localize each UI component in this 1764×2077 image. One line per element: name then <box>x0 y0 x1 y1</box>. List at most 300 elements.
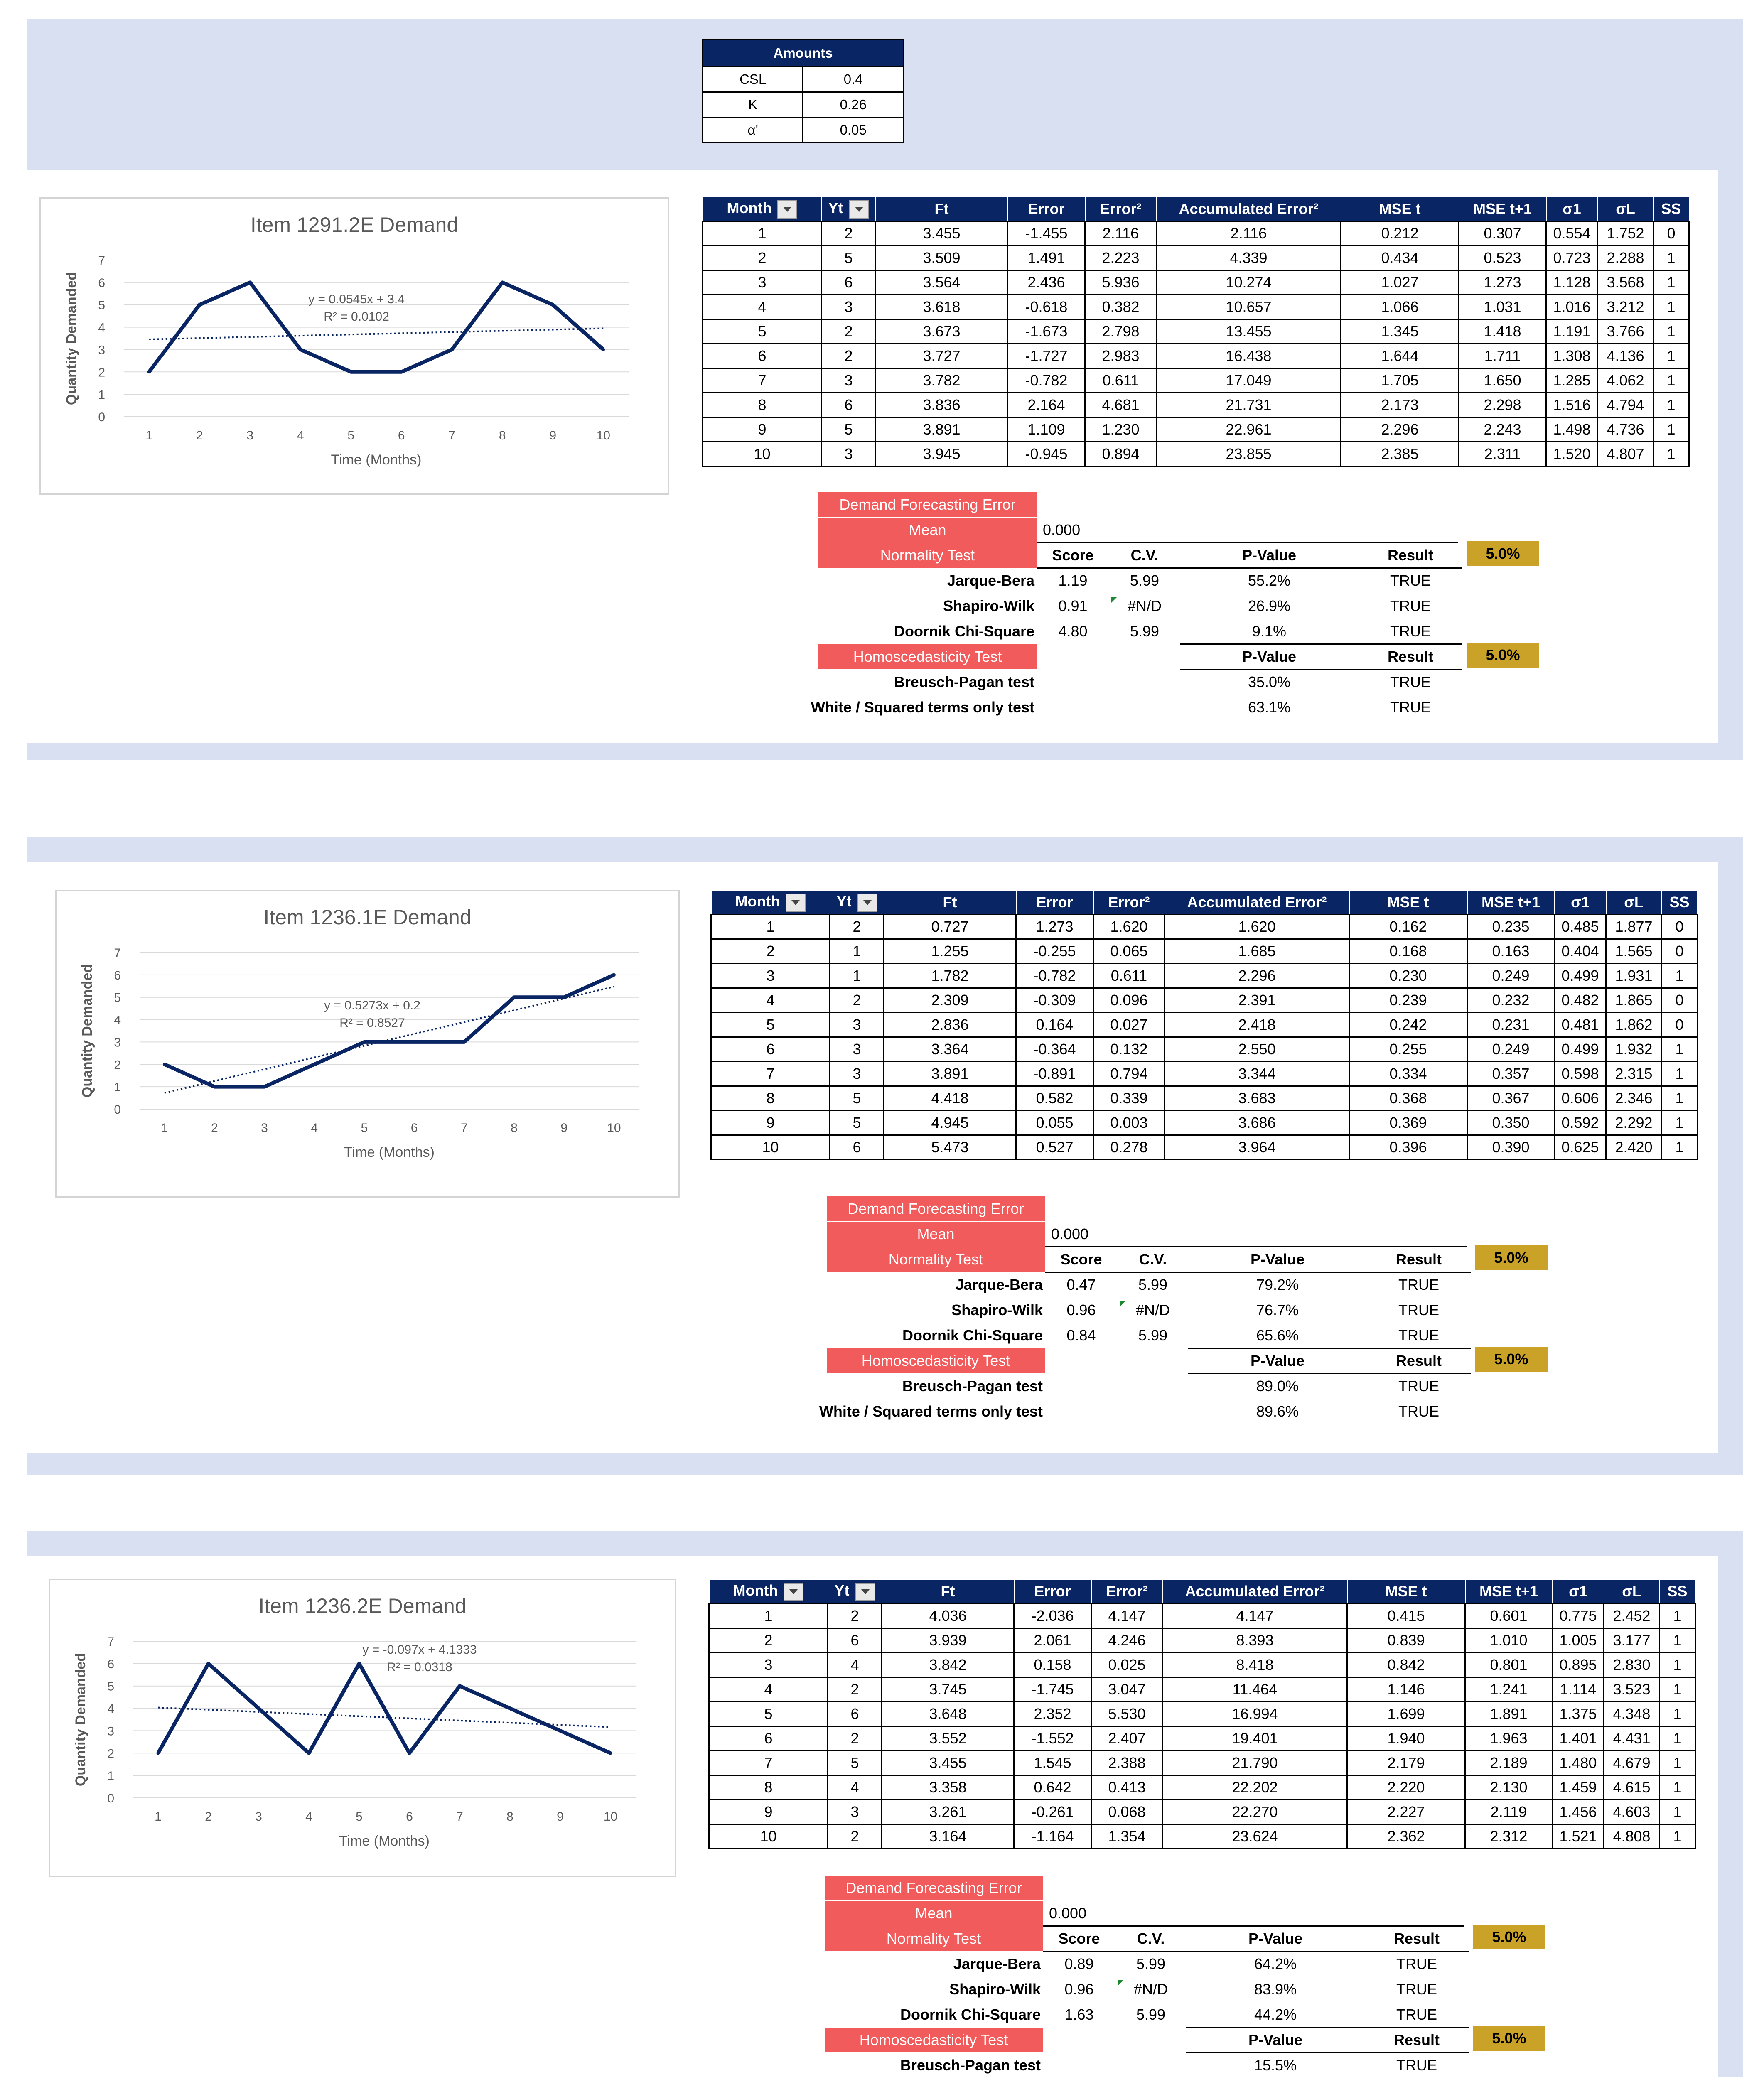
table-cell[interactable]: 1 <box>830 939 884 964</box>
table-cell[interactable]: 16.994 <box>1163 1702 1347 1726</box>
table-cell[interactable]: 10 <box>703 442 822 466</box>
table-cell[interactable]: 16.438 <box>1157 344 1341 368</box>
test-score[interactable]: 0.91 <box>1058 597 1088 614</box>
table-cell[interactable]: 0.168 <box>1349 939 1467 964</box>
homoscedasticity-test-name[interactable]: White / Squared terms only test <box>819 1403 1043 1420</box>
table-cell[interactable]: 1.491 <box>1008 246 1085 270</box>
table-cell[interactable]: 1.516 <box>1546 393 1598 417</box>
table-cell[interactable]: 3 <box>703 270 822 295</box>
result-header[interactable]: Result <box>1387 648 1434 665</box>
table-cell[interactable]: 3.648 <box>882 1702 1014 1726</box>
table-cell[interactable]: 1 <box>1653 344 1689 368</box>
table-cell[interactable]: 0.350 <box>1467 1111 1555 1135</box>
table-cell[interactable]: 1 <box>1660 1800 1695 1824</box>
column-header[interactable] <box>1604 1579 1660 1604</box>
table-cell[interactable]: 4.807 <box>1598 442 1653 466</box>
column-header[interactable] <box>1091 1579 1163 1604</box>
table-cell[interactable]: 0.230 <box>1349 964 1467 988</box>
table-cell[interactable]: 21.731 <box>1157 393 1341 417</box>
column-header[interactable] <box>1467 890 1555 915</box>
table-cell[interactable]: 6 <box>828 1628 882 1653</box>
table-cell[interactable]: 4 <box>711 988 830 1013</box>
table-cell[interactable]: 3.673 <box>876 319 1008 344</box>
table-cell[interactable]: 8 <box>709 1775 828 1800</box>
table-cell[interactable]: 0.068 <box>1091 1800 1163 1824</box>
table-cell[interactable]: 4.147 <box>1163 1604 1347 1628</box>
table-cell[interactable]: 3.564 <box>876 270 1008 295</box>
column-header[interactable] <box>876 197 1008 221</box>
table-cell[interactable]: -0.364 <box>1016 1037 1093 1062</box>
table-cell[interactable]: 3.891 <box>884 1062 1016 1086</box>
table-cell[interactable]: 23.624 <box>1163 1824 1347 1849</box>
table-cell[interactable]: 2 <box>822 319 876 344</box>
table-cell[interactable]: 2 <box>822 221 876 246</box>
normality-test-name[interactable]: Shapiro-Wilk <box>943 597 1034 614</box>
table-cell[interactable]: 1.146 <box>1347 1677 1465 1702</box>
result-header[interactable]: Result <box>1395 1352 1442 1369</box>
table-cell[interactable]: 0.249 <box>1467 964 1555 988</box>
table-cell[interactable]: 1.255 <box>884 939 1016 964</box>
table-cell[interactable]: 1.620 <box>1165 915 1349 939</box>
normality-test-name[interactable]: Doornik Chi-Square <box>894 623 1034 640</box>
table-cell[interactable]: 2.420 <box>1606 1135 1662 1160</box>
table-cell[interactable]: 3.261 <box>882 1800 1014 1824</box>
table-cell[interactable]: 6 <box>822 393 876 417</box>
table-cell[interactable]: 3 <box>711 964 830 988</box>
table-cell[interactable]: 2.130 <box>1465 1775 1553 1800</box>
table-cell[interactable]: 0 <box>1662 1013 1698 1037</box>
table-cell[interactable]: 0.554 <box>1546 221 1598 246</box>
table-cell[interactable]: 1 <box>1660 1751 1695 1775</box>
table-cell[interactable]: 1.650 <box>1459 368 1546 393</box>
table-cell[interactable]: 1.005 <box>1553 1628 1604 1653</box>
table-cell[interactable]: 1.711 <box>1459 344 1546 368</box>
table-cell[interactable]: 0.775 <box>1553 1604 1604 1628</box>
test-result[interactable]: TRUE <box>1398 1301 1439 1318</box>
normality-test-name[interactable]: Doornik Chi-Square <box>902 1327 1043 1344</box>
test-result[interactable]: TRUE <box>1390 623 1431 640</box>
table-cell[interactable]: 1 <box>830 964 884 988</box>
table-cell[interactable]: 3.568 <box>1598 270 1653 295</box>
table-cell[interactable]: 6 <box>711 1037 830 1062</box>
test-critical-value[interactable]: #N/D <box>1133 1981 1168 1998</box>
filter-dropdown-icon[interactable] <box>777 200 797 219</box>
table-cell[interactable]: 1.932 <box>1606 1037 1662 1062</box>
table-cell[interactable]: 2.550 <box>1165 1037 1349 1062</box>
table-cell[interactable]: 1 <box>1660 1726 1695 1751</box>
test-critical-value[interactable]: #N/D <box>1135 1301 1170 1318</box>
filter-dropdown-icon[interactable] <box>784 1583 803 1601</box>
table-cell[interactable]: 1 <box>1653 295 1689 319</box>
column-header[interactable] <box>1465 1579 1553 1604</box>
table-cell[interactable]: 2.385 <box>1341 442 1459 466</box>
table-cell[interactable]: 10 <box>711 1135 830 1160</box>
table-cell[interactable]: 23.855 <box>1157 442 1341 466</box>
table-cell[interactable]: 10.657 <box>1157 295 1341 319</box>
table-cell[interactable]: 0.132 <box>1093 1037 1165 1062</box>
table-cell[interactable]: 0.055 <box>1016 1111 1093 1135</box>
error-block-title[interactable]: Demand Forecasting Error <box>827 1196 1045 1221</box>
filter-dropdown-icon[interactable] <box>855 1583 875 1601</box>
table-cell[interactable]: 0.794 <box>1093 1062 1165 1086</box>
table-cell[interactable]: 0.382 <box>1085 295 1157 319</box>
homo-pvalue[interactable]: 89.6% <box>1256 1403 1299 1420</box>
table-cell[interactable]: 1.031 <box>1459 295 1546 319</box>
table-cell[interactable]: 0.499 <box>1555 964 1606 988</box>
table-cell[interactable]: 1.308 <box>1546 344 1598 368</box>
test-critical-value[interactable]: #N/D <box>1127 597 1162 614</box>
table-cell[interactable]: 5 <box>711 1013 830 1037</box>
table-cell[interactable]: 3.455 <box>882 1751 1014 1775</box>
filter-dropdown-icon[interactable] <box>849 200 869 219</box>
table-cell[interactable]: -0.891 <box>1016 1062 1093 1086</box>
table-cell[interactable]: 3.212 <box>1598 295 1653 319</box>
test-result[interactable]: TRUE <box>1390 572 1431 589</box>
table-cell[interactable]: 0.801 <box>1465 1653 1553 1677</box>
homo-pvalue[interactable]: 89.0% <box>1256 1377 1299 1394</box>
homoscedasticity-test-name[interactable]: Breusch-Pagan test <box>902 1377 1043 1394</box>
mean-value[interactable]: 0.000 <box>1051 1225 1089 1242</box>
test-score[interactable]: 4.80 <box>1058 623 1088 640</box>
table-cell[interactable]: 2 <box>703 246 822 270</box>
table-cell[interactable]: 1.459 <box>1553 1775 1604 1800</box>
table-cell[interactable]: 1.401 <box>1553 1726 1604 1751</box>
table-cell[interactable]: 3.523 <box>1604 1677 1660 1702</box>
column-header[interactable] <box>1459 197 1546 221</box>
table-cell[interactable]: 4.603 <box>1604 1800 1660 1824</box>
table-cell[interactable]: 0.390 <box>1467 1135 1555 1160</box>
error-block-title[interactable]: Demand Forecasting Error <box>818 492 1037 517</box>
test-score[interactable]: 0.96 <box>1066 1301 1096 1318</box>
homoscedasticity-test-name[interactable]: Breusch-Pagan test <box>900 2057 1041 2074</box>
table-cell[interactable]: 1.685 <box>1165 939 1349 964</box>
table-cell[interactable]: -0.309 <box>1016 988 1093 1013</box>
column-header[interactable] <box>1349 890 1467 915</box>
table-cell[interactable]: 0.839 <box>1347 1628 1465 1653</box>
table-cell[interactable]: 3.939 <box>882 1628 1014 1653</box>
table-cell[interactable]: 4 <box>828 1775 882 1800</box>
table-cell[interactable]: 0.334 <box>1349 1062 1467 1086</box>
homo-result[interactable]: TRUE <box>1398 1403 1439 1420</box>
test-result[interactable]: TRUE <box>1396 1981 1437 1998</box>
column-header[interactable] <box>1008 197 1085 221</box>
table-cell[interactable]: 0.249 <box>1467 1037 1555 1062</box>
table-cell[interactable]: 0.162 <box>1349 915 1467 939</box>
test-pvalue[interactable]: 64.2% <box>1254 1955 1297 1972</box>
table-cell[interactable]: 2.119 <box>1465 1800 1553 1824</box>
table-cell[interactable]: 0.642 <box>1014 1775 1091 1800</box>
table-cell[interactable]: 0.255 <box>1349 1037 1467 1062</box>
table-cell[interactable]: 5 <box>703 319 822 344</box>
table-cell[interactable]: 1.620 <box>1093 915 1165 939</box>
column-header[interactable] <box>1347 1579 1465 1604</box>
table-cell[interactable]: 0.598 <box>1555 1062 1606 1086</box>
table-cell[interactable]: 0.158 <box>1014 1653 1091 1677</box>
result-header[interactable]: Result <box>1387 547 1434 564</box>
test-pvalue[interactable]: 26.9% <box>1248 597 1291 614</box>
test-critical-value[interactable]: 5.99 <box>1138 1276 1168 1293</box>
table-cell[interactable]: 1 <box>1662 964 1698 988</box>
table-cell[interactable]: 2.418 <box>1165 1013 1349 1037</box>
table-cell[interactable]: 1.521 <box>1553 1824 1604 1849</box>
table-cell[interactable]: 3.344 <box>1165 1062 1349 1086</box>
test-score[interactable]: 1.19 <box>1058 572 1088 589</box>
table-cell[interactable]: 2.830 <box>1604 1653 1660 1677</box>
table-cell[interactable]: 2.312 <box>1465 1824 1553 1849</box>
table-cell[interactable]: 7 <box>711 1062 830 1086</box>
table-cell[interactable]: 1.520 <box>1546 442 1598 466</box>
table-cell[interactable]: 0.307 <box>1459 221 1546 246</box>
table-cell[interactable]: 1.345 <box>1341 319 1459 344</box>
table-cell[interactable]: 0.239 <box>1349 988 1467 1013</box>
table-cell[interactable]: 1.109 <box>1008 417 1085 442</box>
normality-test-name[interactable]: Shapiro-Wilk <box>949 1981 1041 1998</box>
test-pvalue[interactable]: 83.9% <box>1254 1981 1297 1998</box>
column-header[interactable] <box>1662 890 1698 915</box>
normality-test-name[interactable]: Jarque-Bera <box>953 1955 1041 1972</box>
table-cell[interactable]: 3 <box>830 1062 884 1086</box>
table-cell[interactable]: -1.455 <box>1008 221 1085 246</box>
table-cell[interactable]: 2.315 <box>1606 1062 1662 1086</box>
table-cell[interactable]: 2.836 <box>884 1013 1016 1037</box>
table-cell[interactable]: 2.223 <box>1085 246 1157 270</box>
test-pvalue[interactable]: 9.1% <box>1252 623 1287 640</box>
table-cell[interactable]: 4.736 <box>1598 417 1653 442</box>
normality-test-name[interactable]: Jarque-Bera <box>955 1276 1043 1293</box>
homoscedasticity-test-label[interactable]: Homoscedasticity Test <box>825 2028 1043 2052</box>
table-cell[interactable]: 4.808 <box>1604 1824 1660 1849</box>
table-cell[interactable]: 1 <box>1662 1037 1698 1062</box>
test-score[interactable]: 0.89 <box>1064 1955 1094 1972</box>
table-cell[interactable]: 1.456 <box>1553 1800 1604 1824</box>
table-cell[interactable]: 3 <box>830 1037 884 1062</box>
table-cell[interactable]: 2.452 <box>1604 1604 1660 1628</box>
significance-level[interactable]: 5.0% <box>1475 1347 1548 1372</box>
table-cell[interactable]: 6 <box>830 1135 884 1160</box>
table-cell[interactable]: 1.066 <box>1341 295 1459 319</box>
table-cell[interactable]: 3.836 <box>876 393 1008 417</box>
table-cell[interactable]: 3.842 <box>882 1653 1014 1677</box>
table-cell[interactable]: 1.480 <box>1553 1751 1604 1775</box>
table-cell[interactable]: 1.782 <box>884 964 1016 988</box>
table-cell[interactable]: 2.436 <box>1008 270 1085 295</box>
cv-header[interactable]: C.V. <box>1130 547 1159 564</box>
table-cell[interactable]: 3.552 <box>882 1726 1014 1751</box>
table-cell[interactable]: 2.296 <box>1165 964 1349 988</box>
table-cell[interactable]: 3.177 <box>1604 1628 1660 1653</box>
table-cell[interactable]: 0.278 <box>1093 1135 1165 1160</box>
table-cell[interactable]: 0.523 <box>1459 246 1546 270</box>
table-cell[interactable]: 0 <box>1653 221 1689 246</box>
test-pvalue[interactable]: 44.2% <box>1254 2006 1297 2023</box>
table-cell[interactable]: 9 <box>709 1800 828 1824</box>
table-cell[interactable]: 0.592 <box>1555 1111 1606 1135</box>
table-cell[interactable]: 0.606 <box>1555 1086 1606 1111</box>
table-cell[interactable]: 2.346 <box>1606 1086 1662 1111</box>
pvalue-header[interactable]: P-Value <box>1248 1930 1303 1947</box>
table-cell[interactable]: 5.473 <box>884 1135 1016 1160</box>
table-cell[interactable]: 2 <box>711 939 830 964</box>
table-cell[interactable]: 0.396 <box>1349 1135 1467 1160</box>
cv-header[interactable]: C.V. <box>1139 1251 1167 1268</box>
chart-card[interactable] <box>49 1579 676 1877</box>
pvalue-header[interactable]: P-Value <box>1242 648 1297 665</box>
table-cell[interactable]: 1.010 <box>1465 1628 1553 1653</box>
table-cell[interactable]: 4.348 <box>1604 1702 1660 1726</box>
column-header[interactable] <box>709 1579 828 1604</box>
table-cell[interactable]: 2 <box>709 1628 828 1653</box>
table-cell[interactable]: 9 <box>703 417 822 442</box>
table-cell[interactable]: 1.230 <box>1085 417 1157 442</box>
table-cell[interactable]: 1.241 <box>1465 1677 1553 1702</box>
table-cell[interactable]: 3 <box>822 442 876 466</box>
table-cell[interactable]: 1.375 <box>1553 1702 1604 1726</box>
table-cell[interactable]: 0.369 <box>1349 1111 1467 1135</box>
table-cell[interactable]: 2.798 <box>1085 319 1157 344</box>
homoscedasticity-test-name[interactable]: Breusch-Pagan test <box>894 673 1034 690</box>
score-header[interactable]: Score <box>1060 1251 1102 1268</box>
table-cell[interactable]: 3.618 <box>876 295 1008 319</box>
result-header[interactable]: Result <box>1393 1930 1440 1947</box>
table-cell[interactable]: -0.261 <box>1014 1800 1091 1824</box>
error-mean-label[interactable]: Mean <box>825 1901 1043 1926</box>
table-cell[interactable]: 2 <box>828 1824 882 1849</box>
column-header[interactable] <box>1598 197 1653 221</box>
table-cell[interactable]: 8.393 <box>1163 1628 1347 1653</box>
test-score[interactable]: 0.84 <box>1066 1327 1096 1344</box>
table-cell[interactable]: 1.027 <box>1341 270 1459 295</box>
table-cell[interactable]: 1.016 <box>1546 295 1598 319</box>
table-cell[interactable]: 5 <box>822 417 876 442</box>
filter-dropdown-icon[interactable] <box>857 894 877 912</box>
table-cell[interactable]: 6 <box>709 1726 828 1751</box>
table-cell[interactable]: -1.673 <box>1008 319 1085 344</box>
test-result[interactable]: TRUE <box>1396 2006 1437 2023</box>
table-cell[interactable]: 3 <box>822 295 876 319</box>
column-header[interactable] <box>884 890 1016 915</box>
table-cell[interactable]: 1.699 <box>1347 1702 1465 1726</box>
table-cell[interactable]: 2 <box>828 1726 882 1751</box>
homoscedasticity-test-label[interactable]: Homoscedasticity Test <box>827 1348 1045 1373</box>
table-cell[interactable]: 1 <box>1660 1653 1695 1677</box>
column-header[interactable] <box>1546 197 1598 221</box>
test-result[interactable]: TRUE <box>1398 1327 1439 1344</box>
table-cell[interactable]: 2.292 <box>1606 1111 1662 1135</box>
table-cell[interactable]: 5.936 <box>1085 270 1157 295</box>
table-cell[interactable]: 17.049 <box>1157 368 1341 393</box>
amounts-value[interactable]: 0.26 <box>803 92 904 118</box>
table-cell[interactable]: 2 <box>828 1677 882 1702</box>
table-cell[interactable]: 3.891 <box>876 417 1008 442</box>
table-cell[interactable]: 2 <box>830 915 884 939</box>
table-cell[interactable]: 1.191 <box>1546 319 1598 344</box>
table-cell[interactable]: 13.455 <box>1157 319 1341 344</box>
table-cell[interactable]: 1.963 <box>1465 1726 1553 1751</box>
column-header[interactable] <box>1553 1579 1604 1604</box>
table-cell[interactable]: -1.552 <box>1014 1726 1091 1751</box>
table-cell[interactable]: 22.202 <box>1163 1775 1347 1800</box>
pvalue-header[interactable]: P-Value <box>1248 2031 1303 2048</box>
table-cell[interactable]: 3.745 <box>882 1677 1014 1702</box>
column-header[interactable] <box>828 1579 882 1604</box>
table-cell[interactable]: 1 <box>1662 1062 1698 1086</box>
table-cell[interactable]: 5 <box>830 1086 884 1111</box>
table-cell[interactable]: 4.036 <box>882 1604 1014 1628</box>
table-cell[interactable]: 0.482 <box>1555 988 1606 1013</box>
table-cell[interactable]: 22.270 <box>1163 1800 1347 1824</box>
normality-test-name[interactable]: Shapiro-Wilk <box>951 1301 1043 1318</box>
table-cell[interactable]: 0.413 <box>1091 1775 1163 1800</box>
table-cell[interactable]: 3 <box>709 1653 828 1677</box>
table-cell[interactable]: 2.309 <box>884 988 1016 1013</box>
column-header[interactable] <box>1341 197 1459 221</box>
table-cell[interactable]: 0.727 <box>884 915 1016 939</box>
table-cell[interactable]: 0.368 <box>1349 1086 1467 1111</box>
normality-test-label[interactable]: Normality Test <box>818 543 1037 568</box>
table-cell[interactable]: 0.481 <box>1555 1013 1606 1037</box>
table-cell[interactable]: 2.298 <box>1459 393 1546 417</box>
error-mean-label[interactable]: Mean <box>827 1222 1045 1247</box>
table-cell[interactable]: 1 <box>1660 1775 1695 1800</box>
normality-test-name[interactable]: Jarque-Bera <box>947 572 1034 589</box>
test-score[interactable]: 1.63 <box>1064 2006 1094 2023</box>
table-cell[interactable]: -1.727 <box>1008 344 1085 368</box>
table-cell[interactable]: 0.242 <box>1349 1013 1467 1037</box>
significance-level[interactable]: 5.0% <box>1475 1245 1548 1270</box>
table-cell[interactable]: 1 <box>711 915 830 939</box>
significance-level[interactable]: 5.0% <box>1467 541 1539 566</box>
table-cell[interactable]: 2.173 <box>1341 393 1459 417</box>
table-cell[interactable]: 0.499 <box>1555 1037 1606 1062</box>
table-cell[interactable]: 4.679 <box>1604 1751 1660 1775</box>
table-cell[interactable]: 0 <box>1662 915 1698 939</box>
column-header[interactable] <box>1014 1579 1091 1604</box>
table-cell[interactable]: 2.311 <box>1459 442 1546 466</box>
table-cell[interactable]: 1.931 <box>1606 964 1662 988</box>
table-cell[interactable]: 1.128 <box>1546 270 1598 295</box>
table-cell[interactable]: 2.116 <box>1085 221 1157 246</box>
table-cell[interactable]: 4.431 <box>1604 1726 1660 1751</box>
table-cell[interactable]: 0 <box>1662 988 1698 1013</box>
table-cell[interactable]: 0.842 <box>1347 1653 1465 1677</box>
table-cell[interactable]: 0.163 <box>1467 939 1555 964</box>
table-cell[interactable]: 4 <box>709 1677 828 1702</box>
pvalue-header[interactable]: P-Value <box>1250 1352 1305 1369</box>
test-result[interactable]: TRUE <box>1390 597 1431 614</box>
table-cell[interactable]: 2 <box>828 1604 882 1628</box>
table-cell[interactable]: 3.683 <box>1165 1086 1349 1111</box>
mean-value[interactable]: 0.000 <box>1043 521 1081 538</box>
table-cell[interactable]: 4.681 <box>1085 393 1157 417</box>
table-cell[interactable]: 2.189 <box>1465 1751 1553 1775</box>
normality-test-label[interactable]: Normality Test <box>825 1926 1043 1951</box>
table-cell[interactable]: 1 <box>1660 1604 1695 1628</box>
table-cell[interactable]: 3.164 <box>882 1824 1014 1849</box>
table-cell[interactable]: 2.407 <box>1091 1726 1163 1751</box>
test-critical-value[interactable]: 5.99 <box>1136 1955 1166 1972</box>
column-header[interactable] <box>1093 890 1165 915</box>
table-cell[interactable]: 1 <box>1662 1111 1698 1135</box>
homo-result[interactable]: TRUE <box>1390 699 1431 716</box>
table-cell[interactable]: 1 <box>1653 270 1689 295</box>
table-cell[interactable]: 4.062 <box>1598 368 1653 393</box>
table-cell[interactable]: 0.027 <box>1093 1013 1165 1037</box>
table-cell[interactable]: 4 <box>703 295 822 319</box>
table-cell[interactable]: 3.727 <box>876 344 1008 368</box>
test-critical-value[interactable]: 5.99 <box>1138 1327 1168 1344</box>
table-cell[interactable]: 5.530 <box>1091 1702 1163 1726</box>
table-cell[interactable]: 0.625 <box>1555 1135 1606 1160</box>
